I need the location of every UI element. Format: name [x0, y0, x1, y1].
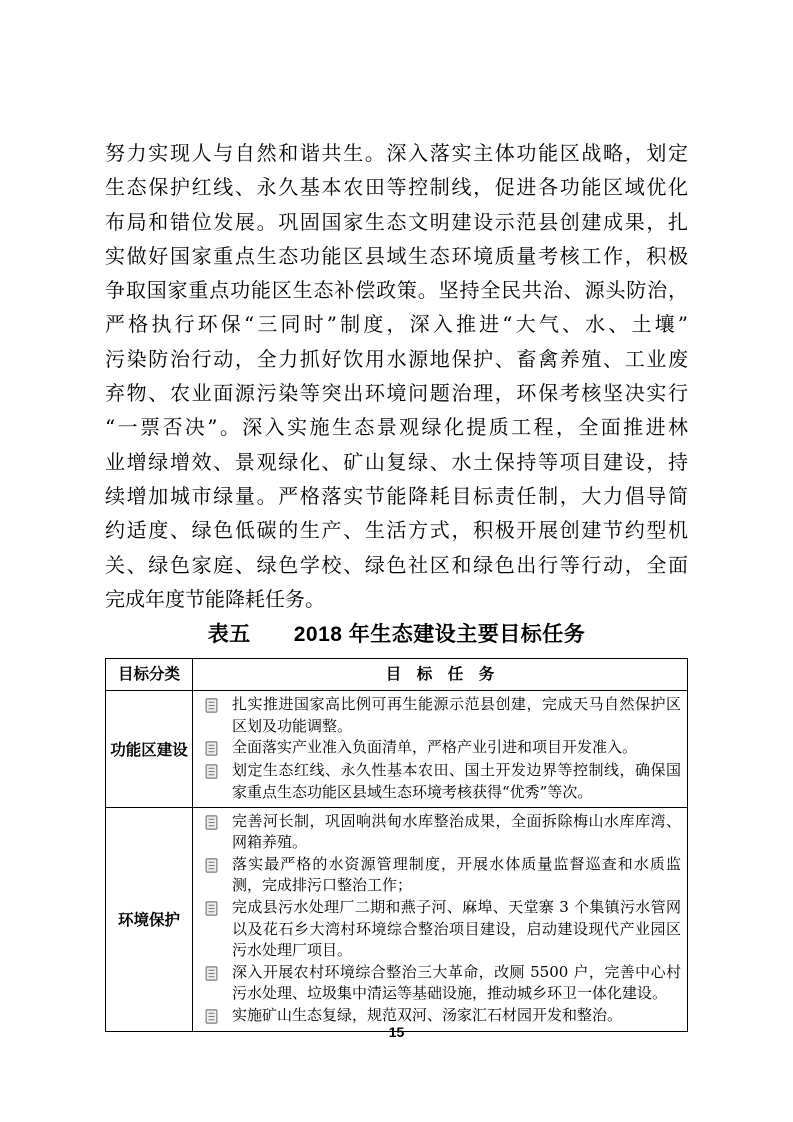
paragraph-line: 关、绿色家庭、绿色学校、绿色社区和绿色出行等行动，全面	[105, 552, 688, 577]
task-item	[205, 694, 681, 737]
document-icon	[205, 858, 218, 877]
category-cell: 功能区建设	[106, 691, 193, 807]
task-item	[205, 962, 681, 1005]
task-text: 实施矿山生态复绿，规范双河、汤家汇石材园开发和整治。	[232, 1005, 623, 1024]
table-row	[106, 691, 688, 807]
page-number: 15	[388, 1024, 405, 1040]
task-item	[205, 854, 681, 897]
header-tasks: 目 标 任 务	[193, 659, 688, 691]
paragraph-line: 严格执行环保“三同时”制度，深入推进“大气、水、土壤”	[105, 312, 688, 337]
paragraph-line: 实做好国家重点生态功能区县域生态环境质量考核工作，积极	[105, 243, 688, 268]
document-icon	[205, 901, 218, 920]
document-icon	[205, 966, 218, 985]
document-icon	[205, 698, 218, 717]
task-text: 划定生态红线、永久性基本农田、国土开发边界等控制线，确保国家重点生态功能区县域生态环境考核获得“优秀”等次。	[232, 761, 681, 801]
paragraph-line: 污染防治行动，全力抓好饮用水源地保护、畜禽养殖、工业废	[105, 346, 688, 371]
document-icon	[205, 764, 218, 783]
tasks-cell	[193, 691, 688, 807]
document-icon	[205, 741, 218, 760]
paragraph-line: 续增加城市绿量。严格落实节能降耗目标责任制，大力倡导简	[105, 483, 688, 508]
paragraph-line: 争取国家重点功能区生态补偿政策。坚持全民共治、源头防治，	[105, 278, 688, 303]
task-text: 完善河长制，巩固响洪甸水库整治成果，全面拆除梅山水库库湾、网箱养殖。	[232, 811, 681, 852]
table-title: 表五 2018 年生态建设主要目标任务	[207, 623, 586, 647]
table-row	[106, 807, 688, 1031]
task-item	[205, 811, 681, 854]
task-text: 扎实推进国家高比例可再生能源示范县创建，完成天马自然保护区区划及功能调整。	[232, 695, 681, 735]
body-paragraph	[105, 136, 688, 616]
paragraph-line: 业增绿增效、景观绿化、矿山复绿、水土保持等项目建设，持	[105, 449, 688, 474]
category-cell: 环境保护	[106, 807, 193, 1031]
task-text: 落实最严格的水资源管理制度，开展水体质量监督巡查和水质监测，完成排污口整治工作；	[232, 854, 681, 895]
paragraph-line: 布局和错位发展。巩固国家生态文明建设示范县创建成果，扎	[105, 209, 688, 234]
task-text: 全面落实产业准入负面清单，严格产业引进和项目开发准入。	[232, 738, 638, 757]
paragraph-line: 生态保护红线、永久基本农田等控制线，促进各功能区域优化	[105, 175, 688, 200]
paragraph-line: 完成年度节能降耗任务。	[105, 586, 325, 611]
task-text: 深入开展农村环境综合整治三大革命，改厕 5500 户，完善中心村污水处理、垃圾集中清运等基础设施，推动城乡环卫一体化建设。	[232, 962, 681, 1003]
task-item	[205, 897, 681, 962]
paragraph-line: 弃物、农业面源污染等突出环境问题治理，环保考核坚决实行	[105, 381, 688, 406]
header-category: 目标分类	[106, 659, 193, 691]
tasks-cell	[193, 807, 688, 1031]
document-icon	[205, 815, 218, 834]
paragraph-line: “一票否决”。深入实施生态景观绿化提质工程，全面推进林	[105, 415, 688, 440]
goal-table	[105, 658, 688, 1032]
page-content	[105, 0, 688, 1032]
task-text: 完成县污水处理厂二期和燕子河、麻埠、天堂寨 3 个集镇污水管网以及花石乡大湾村环境综合整治项目建设，启动建设现代产业园区污水处理厂项目。	[232, 897, 681, 960]
paragraph-line: 约适度、绿色低碳的生产、生活方式，积极开展创建节约型机	[105, 518, 688, 543]
task-item	[205, 760, 681, 803]
table-header-row	[106, 659, 688, 691]
paragraph-line: 努力实现人与自然和谐共生。深入落实主体功能区战略，划定	[105, 141, 688, 165]
task-item	[205, 737, 681, 760]
goal-table-body	[106, 691, 688, 1032]
